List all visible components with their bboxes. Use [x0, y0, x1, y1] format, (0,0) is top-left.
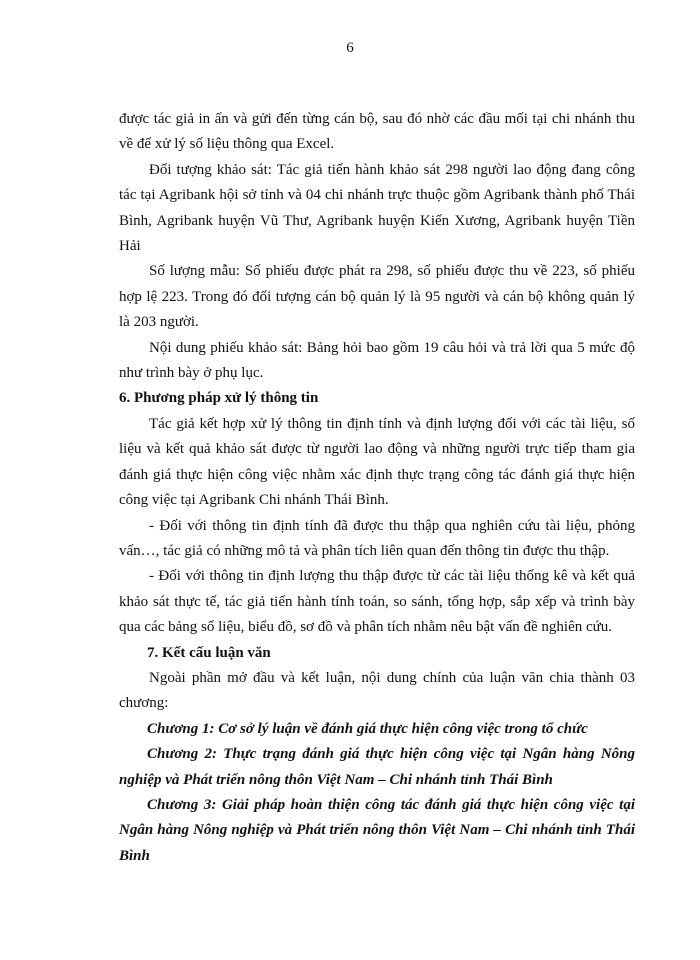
paragraph-survey-subjects: Đối tượng khảo sát: Tác giả tiến hành khảo sát 298 người lao động đang công tác tại Agribank hội sở tỉnh và 04 chi nhánh trực thuộc gồm Agribank thành phố Thái Bình, Agribank huyện Vũ Thư, Agribank huyện Kiến Xương, Agribank huyện Tiền Hải: [119, 161, 635, 255]
paragraph-processing-method: Tác giả kết hợp xử lý thông tin định tính và định lượng đối với các tài liệu, số liệu và kết quả khảo sát được từ người lao động và những người trực tiếp tham gia đánh giá thực hiện công việc nhằm xác định thực trạng công tác đánh giá thực hiện công việc tại Agribank Chi nhánh Thái Bình.: [119, 415, 635, 509]
paragraph-thesis-structure: Ngoài phần mở đầu và kết luận, nội dung chính của luận văn chia thành 03 chương:: [119, 669, 635, 712]
paragraph-sample-size: Số lượng mẫu: Số phiếu được phát ra 298, số phiếu được thu về 223, số phiếu hợp lệ 223. Trong đó đối tượng cán bộ quản lý là 95 người và cán bộ không quản lý là 203 người.: [119, 263, 635, 331]
paragraph-questionnaire-content: Nội dung phiếu khảo sát: Bảng hỏi bao gồm 19 câu hỏi và trả lời qua 5 mức độ như trình bày ở phụ lục.: [119, 339, 635, 382]
paragraph-qualitative-info: - Đối với thông tin định tính đã được thu thập qua nghiên cứu tài liệu, phỏng vấn…, tác giả có những mô tả và phân tích liên quan đến thông tin được thu thập.: [119, 517, 635, 559]
paragraph-quantitative-info: - Đối với thông tin định lượng thu thập được từ các tài liệu thống kê và kết quả khảo sát thực tế, tác giả tiến hành tính toán, so sánh, tổng hợp, sắp xếp và trình bày qua các bảng số liệu, biểu đồ, sơ đồ và phân tích nhằm nêu bật vấn đề nghiên cứu.: [119, 568, 635, 636]
page-number: 6: [346, 40, 354, 56]
section-heading-7: 7. Kết cấu luận văn: [147, 644, 271, 661]
chapter-1-title: Chương 1: Cơ sở lý luận về đánh giá thực hiện công việc trong tổ chức: [147, 720, 588, 737]
chapter-3-title: Chương 3: Giải pháp hoàn thiện công tác đánh giá thực hiện công việc tại Ngân hàng Nông nghiệp và Phát triển nông thôn Việt Nam – Chi nhánh tỉnh Thái Bình: [119, 796, 635, 864]
chapter-2-title: Chương 2: Thực trạng đánh giá thực hiện công việc tại Ngân hàng Nông nghiệp và Phát triển nông thôn Việt Nam – Chi nhánh tỉnh Thái Bình: [119, 746, 635, 788]
section-heading-6: 6. Phương pháp xử lý thông tin: [119, 390, 319, 407]
document-body: [119, 107, 635, 869]
paragraph-survey-distribution: được tác giả in ấn và gửi đến từng cán bộ, sau đó nhờ các đầu mối tại chi nhánh thu về để xử lý số liệu thông qua Excel.: [119, 111, 635, 153]
